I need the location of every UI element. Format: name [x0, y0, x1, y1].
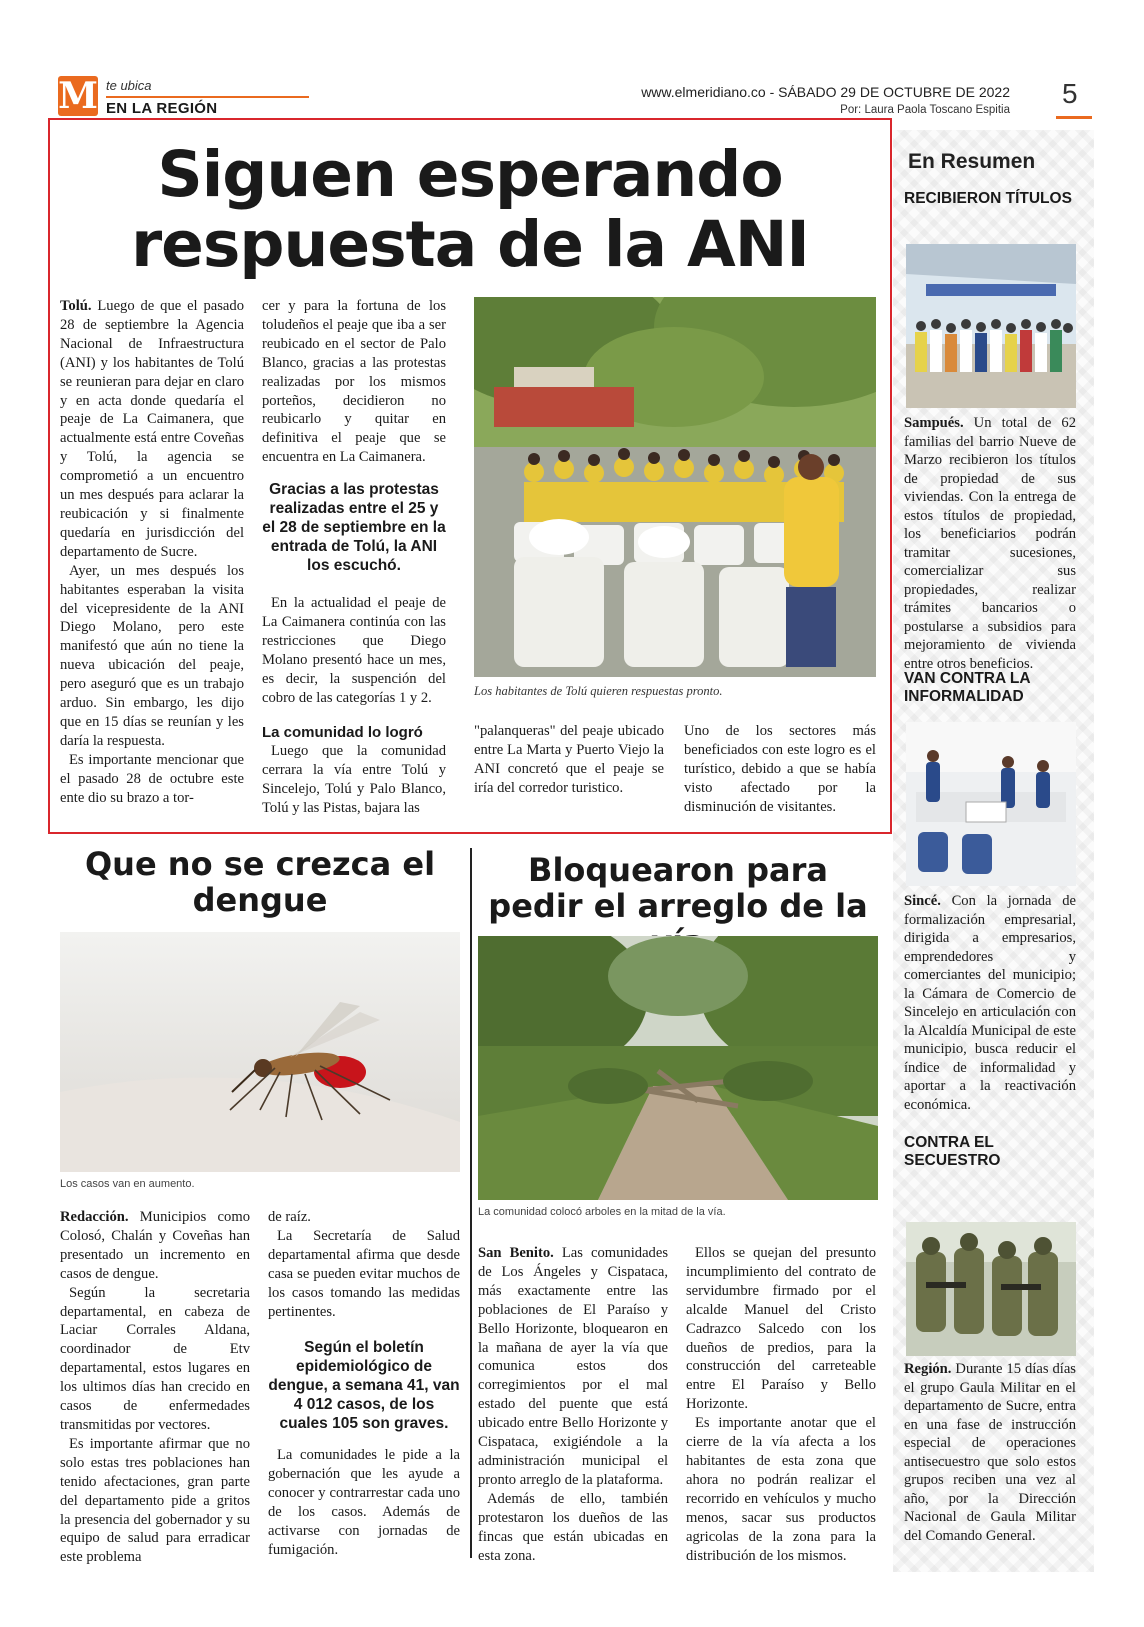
- dengue-column-1: [60, 1208, 250, 1567]
- lead-column-2: [262, 297, 446, 467]
- dateline-location: Tolú.: [60, 298, 92, 314]
- paragraph: Durante 15 días días el grupo Gaula Militar en el departamento de Sucre, entra en una fase de instrucción especial de operaciones antisecuestro que solo estos grupos reciben una vez al año, por la Dirección Nacional de Gaula Militar del Comando General.: [904, 1361, 1076, 1544]
- page-number-underline: [1056, 116, 1092, 119]
- paragraph: Luego que la comunidad cerrara la vía entre Tolú y Sincelejo, Tolú y Palo Blanco, Tolú y las Pistas, bajara las: [262, 743, 446, 816]
- dengue-photo-caption: Los casos van en aumento.: [60, 1178, 195, 1190]
- sidebar-item-text: [904, 414, 1076, 673]
- dateline-location: Sampués.: [904, 415, 964, 431]
- lead-column-3: [474, 722, 664, 798]
- lead-column-1: [60, 297, 244, 807]
- pull-quote: Según el boletín epidemiológico de dengue, a semana 41, van 4 012 casos, de los cuales 105 son graves.: [268, 1339, 460, 1432]
- dateline-location: San Benito.: [478, 1245, 554, 1261]
- paragraph: de raíz.: [268, 1209, 311, 1225]
- dateline-location: Sincé.: [904, 893, 941, 909]
- byline: Por: Laura Paola Toscano Espitia: [840, 104, 1010, 116]
- sidebar-item-heading: VAN CONTRA LA INFORMALIDAD: [904, 670, 1030, 705]
- paragraph: Ellos se quejan del presunto incumplimiento del contrato de servidumbre firmado por el alcalde Manuel del Cristo Cadrazco Salcedo con los dueños de predios, para la construcción del carreteable entre El Paraíso y Bello Horizonte.: [686, 1245, 876, 1413]
- paragraph: Es importante afirmar que no solo estas tres poblaciones han tenido afectaciones, gran parte del departamento pide a gritos la presencia del gobernador y su equipo de salud para erradicar este problema: [60, 1435, 250, 1566]
- paragraph: cer y para la fortuna de los toludeños el peaje que iba a ser reubicado en el sector de Palo Blanco, gracias a las protestas realizadas por los mismos porteños, decidieron no reubicarlo y quitar en definitiva el peaje que se encuentra en La Caimanera.: [262, 298, 446, 466]
- dateline-location: Redacción.: [60, 1209, 129, 1225]
- paragraph: Es importante mencionar que el pasado 28 de octubre este ente dio su brazo a tor-: [60, 751, 244, 806]
- sidebar-item-heading: CONTRA EL SECUESTRO: [904, 1134, 1001, 1169]
- paragraph: "palanqueras" del peaje ubicado entre La Marta y Puerto Viejo la ANI concretó que el peaje se iría del corredor turistico.: [474, 723, 664, 796]
- section-kicker: te ubica: [106, 78, 152, 93]
- lead-photo-meeting: [474, 297, 876, 677]
- paragraph: Además de ello, también protestaron los dueños de las fincas que están ubicadas en esta zona.: [478, 1490, 668, 1564]
- paragraph: Luego de que el pasado 28 de septiembre la Agencia Nacional de Infraestructura (ANI) y los habitantes de Tolú se reunieran para dejar en claro y en acta donde quedaría el peaje de La Caimanera, que actualmente está entre Coveñas y Tolú, la agencia se comprometió a un encuentro un mes después para aclarar la reubicación y si finalmente quedaría en jurisdicción del departamento de Sucre.: [60, 298, 244, 560]
- sidebar-photo-titles-ceremony: [906, 244, 1076, 408]
- dengue-headline: Que no se crezca el dengue: [84, 845, 436, 919]
- road-column-1: [478, 1244, 668, 1565]
- sidebar-photo-soldiers: [906, 1222, 1076, 1356]
- road-column-2: [686, 1244, 876, 1565]
- paragraph: La Secretaría de Salud departamental afirma que desde casa se pueden evitar muchos de los casos tomando las medidas pertinentes.: [268, 1227, 460, 1320]
- dengue-photo-mosquito: [60, 932, 460, 1172]
- paragraph: En la actualidad el peaje de La Caimanera continúa con las restricciones que Diego Molano presentó hace un mes, es decir, la suspención del cobro de las categorías 1 y 2.: [262, 595, 446, 706]
- page-number: 5: [1062, 78, 1078, 109]
- paragraph: Las comunidades de Los Ángeles y Cispataca, más exactamente entre las poblaciones de El Paraíso y Bello Horizonte, bloquearon en la mañana de ayer la vía que comunica estos dos corregimientos por el mal estado del puente que está ubicado entre Bello Horizonte y Cispataca, exigiéndole a la administración municipal el pronto arreglo de la plataforma.: [478, 1245, 669, 1488]
- kicker-underline: [106, 96, 309, 98]
- dateline: www.elmeridiano.co - SÁBADO 29 DE OCTUBRE DE 2022: [641, 84, 1010, 100]
- column-divider: [470, 848, 472, 1558]
- lead-headline: Siguen esperando respuesta de la ANI: [131, 138, 809, 281]
- paragraph: Ayer, un mes después los habitantes esperaban la visita del vicepresidente de la ANI Diego Molano, pero este manifestó que aún no tiene la nueva ubicación del peaje, pero aseguró que es un trabajo arduo. Sin embargo, les dijo que en 15 días se reunían y les daría la respuesta.: [60, 562, 244, 749]
- lead-column-2b: [262, 594, 446, 707]
- sidebar-item-text: [904, 892, 1076, 1114]
- paragraph: La comunidades le pide a la gobernación que les ayude a conocer y contrarrestar cada uno de los casos. Además de activarse con jornadas de fumigación.: [268, 1447, 460, 1558]
- paragraph: Municipios como Colosó, Chalán y Coveñas han presentado un incremento en casos de dengue.: [60, 1209, 250, 1282]
- paragraph: Según la secretaria departamental, en cabeza de Laciar Corrales Aldana, coordinador de Etv departamental, estos lugares en los ultimos días han crecido en casos de enfermedades transmitidas por vectores.: [60, 1284, 250, 1433]
- sidebar-photo-formalization: [906, 722, 1076, 886]
- lead-photo-caption: Los habitantes de Tolú quieren respuestas pronto.: [474, 684, 723, 698]
- subheading: La comunidad lo logró: [262, 724, 423, 741]
- newspaper-logo: M: [58, 75, 98, 117]
- dengue-column-2: [268, 1208, 460, 1321]
- lead-column-4: [684, 722, 876, 817]
- sidebar-item-heading: RECIBIERON TÍTULOS: [904, 190, 1072, 207]
- road-photo-blocked-road: [478, 936, 878, 1200]
- paragraph: Con la jornada de formalización empresarial, dirigida a empresarios, emprendedores y comerciantes del municipio; la Cámara de Comercio de Sincelejo en articulación con la Alcaldía Municipal de este municipio, busca reducir el índice de informalidad y aportar a la reactivación económica.: [904, 893, 1076, 1113]
- paragraph: Es importante anotar que el cierre de la vía afecta a los habitantes de esta zona que ahora no podrán realizar el recorrido en vehículos y mucho menos, sacar sus productos agricolas de la zona para la distribución de los mismos.: [686, 1415, 876, 1564]
- sidebar-title: En Resumen: [908, 150, 1036, 173]
- lead-column-2c: [262, 742, 446, 818]
- pull-quote: Gracias a las protestas realizadas entre el 25 y el 28 de septiembre en la entrada de Tolú, la ANI los escuchó.: [262, 481, 446, 574]
- dateline-location: Región.: [904, 1361, 952, 1377]
- paragraph: Uno de los sectores más beneficiados con este logro es el turístico, debido a que se había visto afectado por la disminución de visitantes.: [684, 723, 876, 815]
- road-photo-caption: La comunidad colocó arboles en la mitad de la vía.: [478, 1206, 726, 1218]
- dengue-column-2b: [268, 1446, 460, 1559]
- road-headline: Bloquearon para pedir el arreglo de la: [488, 851, 868, 925]
- section-name: EN LA REGIÓN: [106, 100, 218, 117]
- sidebar-item-text: [904, 1360, 1076, 1545]
- paragraph: Un total de 62 familias del barrio Nueve de Marzo recibieron los títulos de propiedad de sus viviendas. Con la entrega de estos títulos de propiedad, los beneficiarios podrán tramitar sucesiones, comercializar sus propiedades, realizar trámites bancarios o postularse a subsidios para mejoramiento de vivienda entre otros beneficios.: [904, 415, 1076, 672]
